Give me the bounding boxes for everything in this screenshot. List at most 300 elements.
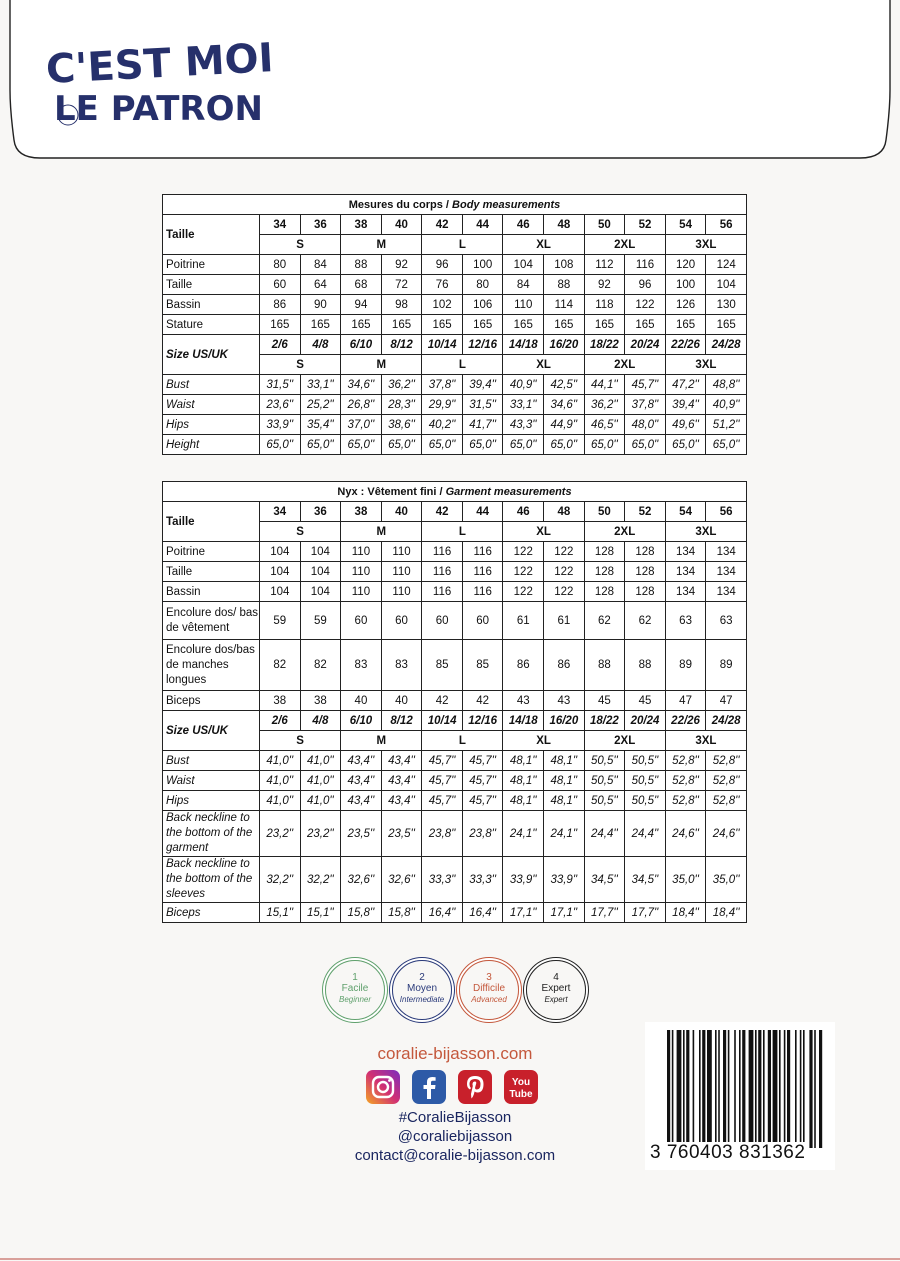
table-cell: 128 [584, 582, 625, 602]
table-cell: 85 [462, 640, 503, 691]
row-label: Bassin [163, 582, 260, 602]
size-group: 2XL [584, 522, 665, 542]
table-cell: 102 [422, 295, 463, 315]
table-cell: 165 [260, 315, 301, 335]
youtube-label-top: You [511, 1077, 531, 1088]
table-cell: 23,6'' [260, 395, 301, 415]
body-measurements-table [162, 194, 747, 455]
table-cell: 165 [422, 315, 463, 335]
us-size: 20/24 [625, 335, 666, 355]
table-cell: 18,4'' [706, 903, 747, 923]
table-cell: 17,1'' [503, 903, 544, 923]
table-cell: 45,7'' [462, 751, 503, 771]
table-cell: 37,0'' [341, 415, 382, 435]
table-row [163, 395, 747, 415]
table-cell: 33,1'' [503, 395, 544, 415]
us-size: 16/20 [544, 711, 585, 731]
table-title: Nyx : Vêtement fini / Garment measurements [163, 482, 747, 502]
table-cell: 17,7'' [584, 903, 625, 923]
table-cell: 63 [665, 602, 706, 640]
table-cell: 122 [625, 295, 666, 315]
table-cell: 92 [381, 255, 422, 275]
size-header: 36 [300, 215, 341, 235]
row-label: Back neckline to the bottom of the sleeves [163, 857, 260, 903]
table-cell: 23,8'' [462, 811, 503, 857]
table-cell: 33,1'' [300, 375, 341, 395]
table-cell: 40 [381, 691, 422, 711]
row-label: Encolure dos/ bas de vêtement [163, 602, 260, 640]
table-cell: 24,4'' [625, 811, 666, 857]
table-cell: 165 [381, 315, 422, 335]
barcode-digits: 3 760403 831362 [650, 1142, 806, 1163]
table-row [163, 811, 747, 857]
us-size: 8/12 [381, 335, 422, 355]
size-header: 40 [381, 215, 422, 235]
table-cell: 23,8'' [422, 811, 463, 857]
table-cell: 29,9'' [422, 395, 463, 415]
table-cell: 43,4'' [381, 771, 422, 791]
table-cell: 60 [381, 602, 422, 640]
table-cell: 50,5'' [584, 791, 625, 811]
table-cell: 37,8'' [422, 375, 463, 395]
table-cell: 41,0'' [260, 791, 301, 811]
table-row [163, 640, 747, 691]
row-label: Encolure dos/bas de manches longues [163, 640, 260, 691]
size-header: 50 [584, 502, 625, 522]
table-cell: 134 [706, 582, 747, 602]
table-cell: 65,0'' [625, 435, 666, 455]
table-row [163, 375, 747, 395]
table-title: Mesures du corps / Body measurements [163, 195, 747, 215]
row-label: Bassin [163, 295, 260, 315]
table-cell: 104 [300, 582, 341, 602]
table-row [163, 415, 747, 435]
us-size: 2/6 [260, 711, 301, 731]
table-cell: 45,7'' [422, 751, 463, 771]
table-cell: 165 [706, 315, 747, 335]
row-label: Taille [163, 562, 260, 582]
table-cell: 86 [544, 640, 585, 691]
table-cell: 65,0'' [503, 435, 544, 455]
youtube-icon[interactable] [504, 1070, 538, 1104]
website-link[interactable]: coralie-bijasson.com [377, 1044, 533, 1063]
row-label: Biceps [163, 691, 260, 711]
size-header: 38 [341, 502, 382, 522]
table-cell: 100 [462, 255, 503, 275]
table-cell: 108 [544, 255, 585, 275]
us-size: 4/8 [300, 335, 341, 355]
table-cell: 59 [260, 602, 301, 640]
table-cell: 65,0'' [300, 435, 341, 455]
size-header: 54 [665, 502, 706, 522]
table-cell: 165 [625, 315, 666, 335]
size-group: 3XL [665, 522, 746, 542]
table-cell: 44,1'' [584, 375, 625, 395]
table-cell: 40 [341, 691, 382, 711]
table-cell: 104 [300, 562, 341, 582]
table-row [163, 791, 747, 811]
size-group: M [341, 235, 422, 255]
table-cell: 33,3'' [462, 857, 503, 903]
table-cell: 43,4'' [381, 751, 422, 771]
row-label: Hips [163, 791, 260, 811]
table-cell: 112 [584, 255, 625, 275]
table-cell: 31,5'' [260, 375, 301, 395]
us-size: 16/20 [544, 335, 585, 355]
size-header: 46 [503, 215, 544, 235]
size-group: L [422, 522, 503, 542]
table-cell: 15,1'' [300, 903, 341, 923]
table-cell: 165 [665, 315, 706, 335]
table-cell: 122 [503, 562, 544, 582]
table-cell: 42,5'' [544, 375, 585, 395]
table-cell: 122 [544, 542, 585, 562]
us-size: 6/10 [341, 335, 382, 355]
instagram-icon[interactable] [366, 1070, 400, 1104]
size-group: S [260, 731, 341, 751]
table-cell: 82 [300, 640, 341, 691]
table-cell: 52,8'' [665, 791, 706, 811]
table-cell: 65,0'' [260, 435, 301, 455]
table-cell: 134 [665, 542, 706, 562]
table-cell: 59 [300, 602, 341, 640]
table-cell: 128 [625, 542, 666, 562]
size-group: L [422, 731, 503, 751]
us-size: 10/14 [422, 335, 463, 355]
table-cell: 44,9'' [544, 415, 585, 435]
logo-text-line1: C'EST MOI [44, 35, 275, 94]
difficulty-badge-3: 3 Difficile Advanced [459, 960, 519, 1020]
table-cell: 116 [462, 582, 503, 602]
size-group: 3XL [665, 355, 746, 375]
inch-rows [163, 751, 747, 923]
table-cell: 42 [462, 691, 503, 711]
youtube-label-bottom: Tube [509, 1089, 533, 1100]
table-cell: 60 [422, 602, 463, 640]
table-cell: 41,0'' [300, 791, 341, 811]
facebook-icon[interactable] [412, 1070, 446, 1104]
table-cell: 32,6'' [381, 857, 422, 903]
size-group: S [260, 355, 341, 375]
table-cell: 62 [584, 602, 625, 640]
table-row [163, 771, 747, 791]
table-cell: 48,0'' [625, 415, 666, 435]
size-header: 40 [381, 502, 422, 522]
table-cell: 23,5'' [341, 811, 382, 857]
table-cell: 104 [503, 255, 544, 275]
table-cell: 40,9'' [503, 375, 544, 395]
table-cell: 122 [503, 582, 544, 602]
table-cell: 122 [544, 562, 585, 582]
table-cell: 65,0'' [462, 435, 503, 455]
table-cell: 83 [381, 640, 422, 691]
table-cell: 31,5'' [462, 395, 503, 415]
table-cell: 126 [665, 295, 706, 315]
row-label: Bust [163, 751, 260, 771]
table-cell: 96 [625, 275, 666, 295]
size-group: XL [503, 355, 584, 375]
table-cell: 88 [544, 275, 585, 295]
table-cell: 34,5'' [584, 857, 625, 903]
table-cell: 106 [462, 295, 503, 315]
pinterest-icon[interactable] [458, 1070, 492, 1104]
size-group: L [422, 355, 503, 375]
social-icons [366, 1070, 546, 1106]
table-cell: 49,6'' [665, 415, 706, 435]
table-cell: 116 [462, 542, 503, 562]
row-label: Hips [163, 415, 260, 435]
row-label: Stature [163, 315, 260, 335]
table-cell: 89 [706, 640, 747, 691]
us-size: 22/26 [665, 335, 706, 355]
table-cell: 46,5'' [584, 415, 625, 435]
table-cell: 32,6'' [341, 857, 382, 903]
table-cell: 76 [422, 275, 463, 295]
table-cell: 65,0'' [665, 435, 706, 455]
size-header: 54 [665, 215, 706, 235]
table-cell: 24,4'' [584, 811, 625, 857]
table-cell: 39,4'' [462, 375, 503, 395]
size-header: 44 [462, 215, 503, 235]
row-label: Bust [163, 375, 260, 395]
size-group: S [260, 522, 341, 542]
table-cell: 165 [300, 315, 341, 335]
table-cell: 52,8'' [706, 791, 747, 811]
table-cell: 15,1'' [260, 903, 301, 923]
row-label: Poitrine [163, 542, 260, 562]
table-cell: 48,8'' [706, 375, 747, 395]
size-header: 38 [341, 215, 382, 235]
table-cell: 15,8'' [381, 903, 422, 923]
table-cell: 134 [665, 562, 706, 582]
table-cell: 104 [260, 542, 301, 562]
table-cell: 165 [341, 315, 382, 335]
table-cell: 64 [300, 275, 341, 295]
table-cell: 36,2'' [584, 395, 625, 415]
table-cell: 110 [381, 562, 422, 582]
table-cell: 128 [625, 582, 666, 602]
row-label: Poitrine [163, 255, 260, 275]
table-cell: 110 [381, 582, 422, 602]
size-group: 2XL [584, 355, 665, 375]
table-cell: 48,1'' [544, 791, 585, 811]
table-cell: 45,7'' [422, 771, 463, 791]
size-group: XL [503, 522, 584, 542]
difficulty-badge-4: 4 Expert Expert [526, 960, 586, 1020]
table-cell: 88 [584, 640, 625, 691]
table-cell: 165 [584, 315, 625, 335]
table-cell: 110 [381, 542, 422, 562]
size-header: 34 [260, 502, 301, 522]
table-cell: 47 [706, 691, 747, 711]
table-cell: 60 [341, 602, 382, 640]
table-cell: 94 [341, 295, 382, 315]
table-cell: 50,5'' [625, 771, 666, 791]
table-cell: 41,0'' [260, 771, 301, 791]
size-header: 44 [462, 502, 503, 522]
size-header: 50 [584, 215, 625, 235]
table-row [163, 602, 747, 640]
size-group: M [341, 522, 422, 542]
table-row [163, 435, 747, 455]
table-cell: 40,9'' [706, 395, 747, 415]
table-cell: 60 [462, 602, 503, 640]
us-size: 12/16 [462, 711, 503, 731]
cm-rows [163, 542, 747, 711]
table-cell: 128 [584, 542, 625, 562]
us-size: 18/22 [584, 711, 625, 731]
table-cell: 50,5'' [625, 751, 666, 771]
table-cell: 38 [300, 691, 341, 711]
table-cell: 51,2'' [706, 415, 747, 435]
table-row [163, 542, 747, 562]
table-cell: 52,8'' [706, 751, 747, 771]
table-cell: 96 [422, 255, 463, 275]
contact-email[interactable]: contact@coralie-bijasson.com [354, 1147, 556, 1164]
table-cell: 32,2'' [260, 857, 301, 903]
cm-rows [163, 255, 747, 335]
table-cell: 104 [706, 275, 747, 295]
us-size: 6/10 [341, 711, 382, 731]
row-label: Height [163, 435, 260, 455]
table-cell: 24,1'' [544, 811, 585, 857]
table-cell: 122 [503, 542, 544, 562]
table-cell: 35,0'' [665, 857, 706, 903]
table-cell: 24,6'' [706, 811, 747, 857]
logo-text-line2: LE PATRON [54, 89, 263, 129]
table-cell: 28,3'' [381, 395, 422, 415]
table-cell: 65,0'' [381, 435, 422, 455]
size-header: 42 [422, 502, 463, 522]
table-cell: 100 [665, 275, 706, 295]
table-cell: 17,1'' [544, 903, 585, 923]
table-cell: 116 [422, 562, 463, 582]
size-header: 46 [503, 502, 544, 522]
size-header: 52 [625, 215, 666, 235]
table-cell: 39,4'' [665, 395, 706, 415]
table-cell: 43,4'' [341, 791, 382, 811]
table-cell: 72 [381, 275, 422, 295]
table-cell: 36,2'' [381, 375, 422, 395]
table-cell: 116 [422, 582, 463, 602]
table-cell: 80 [260, 255, 301, 275]
table-cell: 41,0'' [260, 751, 301, 771]
table-cell: 110 [341, 562, 382, 582]
table-cell: 45,7'' [422, 791, 463, 811]
table-cell: 68 [341, 275, 382, 295]
table-cell: 116 [625, 255, 666, 275]
table-cell: 80 [462, 275, 503, 295]
table-cell: 50,5'' [584, 751, 625, 771]
size-group: M [341, 355, 422, 375]
size-group: 2XL [584, 235, 665, 255]
page-header [0, 0, 900, 160]
table-cell: 50,5'' [625, 791, 666, 811]
size-header: 48 [544, 502, 585, 522]
table-cell: 52,8'' [665, 751, 706, 771]
table-cell: 50,5'' [584, 771, 625, 791]
table-cell: 23,2'' [300, 811, 341, 857]
table-cell: 17,7'' [625, 903, 666, 923]
table-cell: 35,4'' [300, 415, 341, 435]
size-header: 56 [706, 215, 747, 235]
table-cell: 89 [665, 640, 706, 691]
table-cell: 128 [584, 562, 625, 582]
table-cell: 35,0'' [706, 857, 747, 903]
size-group: 3XL [665, 235, 746, 255]
table-cell: 25,2'' [300, 395, 341, 415]
table-cell: 38 [260, 691, 301, 711]
difficulty-badge-2: 2 Moyen Intermediate [392, 960, 452, 1020]
table-cell: 85 [422, 640, 463, 691]
table-cell: 45,7'' [462, 791, 503, 811]
us-size: 10/14 [422, 711, 463, 731]
us-size: 2/6 [260, 335, 301, 355]
size-group: M [341, 731, 422, 751]
table-cell: 165 [462, 315, 503, 335]
row-label: Taille [163, 275, 260, 295]
size-group: 3XL [665, 731, 746, 751]
size-header: 48 [544, 215, 585, 235]
table-cell: 104 [260, 582, 301, 602]
size-header: 56 [706, 502, 747, 522]
table-cell: 60 [260, 275, 301, 295]
table-row [163, 275, 747, 295]
table-cell: 104 [260, 562, 301, 582]
table-cell: 34,6'' [341, 375, 382, 395]
table-row [163, 751, 747, 771]
table-cell: 38,6'' [381, 415, 422, 435]
table-cell: 37,8'' [625, 395, 666, 415]
table-cell: 86 [503, 640, 544, 691]
table-cell: 16,4'' [462, 903, 503, 923]
row-label: Waist [163, 395, 260, 415]
row-label: Back neckline to the bottom of the garment [163, 811, 260, 857]
table-cell: 43,4'' [341, 751, 382, 771]
us-size: 24/28 [706, 335, 747, 355]
table-cell: 82 [260, 640, 301, 691]
social-handle: @coraliebijasson [397, 1128, 513, 1145]
table-cell: 114 [544, 295, 585, 315]
table-cell: 26,8'' [341, 395, 382, 415]
table-cell: 33,3'' [422, 857, 463, 903]
table-cell: 48,1'' [503, 751, 544, 771]
table-cell: 23,5'' [381, 811, 422, 857]
table-cell: 48,1'' [503, 771, 544, 791]
table-cell: 88 [625, 640, 666, 691]
table-cell: 165 [503, 315, 544, 335]
table-cell: 52,8'' [665, 771, 706, 791]
table-row [163, 255, 747, 275]
table-cell: 134 [706, 562, 747, 582]
table-cell: 118 [584, 295, 625, 315]
table-cell: 52,8'' [706, 771, 747, 791]
table-cell: 33,9'' [260, 415, 301, 435]
table-cell: 41,0'' [300, 751, 341, 771]
brand-logo [44, 35, 275, 129]
table-cell: 33,9'' [503, 857, 544, 903]
table-cell: 65,0'' [706, 435, 747, 455]
table-cell: 15,8'' [341, 903, 382, 923]
table-cell: 84 [503, 275, 544, 295]
difficulty-scale [325, 960, 590, 1024]
table-cell: 92 [584, 275, 625, 295]
table-cell: 65,0'' [544, 435, 585, 455]
table-cell: 34,5'' [625, 857, 666, 903]
table-cell: 83 [341, 640, 382, 691]
size-group: S [260, 235, 341, 255]
size-header: 36 [300, 502, 341, 522]
